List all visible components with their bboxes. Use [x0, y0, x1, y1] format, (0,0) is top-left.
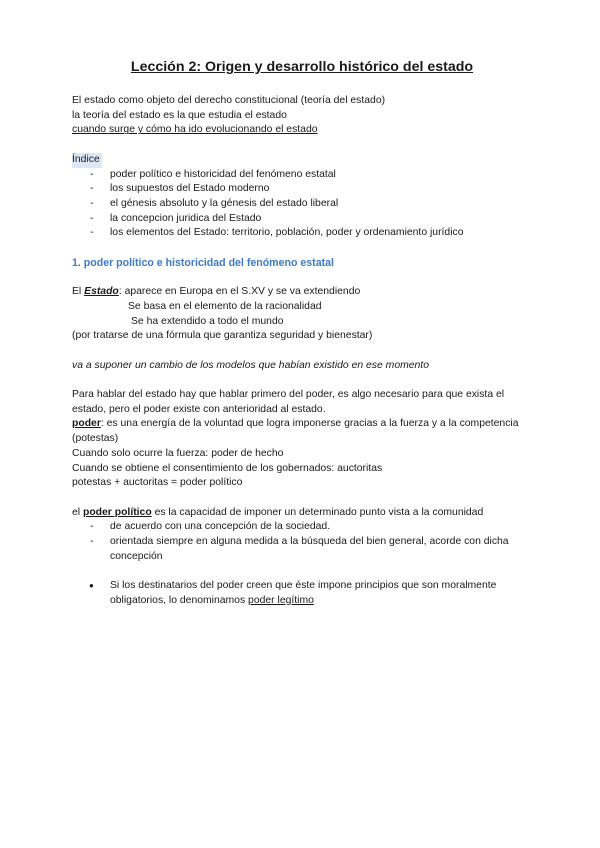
indice-list — [72, 168, 532, 242]
poder-politico-term: poder político — [82, 506, 152, 518]
document-page — [72, 58, 532, 609]
poder-legitimo-term: poder legítimo — [248, 594, 314, 606]
formula-line: (por tratarse de una fórmula que garantiza seguridad y bienestar) — [72, 330, 373, 342]
indice-item: - poder político e historicidad del fenómeno estatal — [72, 168, 532, 183]
indice-label: Índice — [72, 153, 102, 168]
estado-line: El Estado: aparece en Europa en el S.XV y se va extendiendo — [72, 286, 361, 298]
estado-term: Estado — [84, 286, 119, 298]
section-1-heading: 1. poder político e historicidad del fenómeno estatal — [72, 256, 334, 269]
intro-line-1: El estado como objeto del derecho constitucional (teoría del estado) — [72, 95, 386, 106]
poder-paragraph: Para hablar del estado hay que hablar primero del poder, es algo necesario para que exista el estado, pero el poder existe con anterioridad al estado. — [72, 388, 505, 415]
indice-item: - los elementos del Estado: territorio, población, poder y ordenamiento jurídico — [72, 226, 532, 241]
intro-line-2: la teoría del estado es la que estudia el estado — [72, 109, 287, 121]
indice-item: - la concepcion juridica del Estado — [72, 212, 532, 227]
poder-definition: poder: es una energía de la voluntad que logra imponerse gracias a la fuerza y a la competencia (potestas) — [72, 418, 519, 445]
indice-item: - el génesis absoluto y la génesis del estado liberal — [72, 197, 532, 212]
extendido-line: Se ha extendido a todo el mundo — [131, 315, 284, 327]
poder-politico-item: - de acuerdo con una concepción de la sociedad. — [72, 520, 532, 535]
legitimo-list — [72, 579, 532, 608]
potestas-line: potestas + auctoritas = poder político — [72, 477, 243, 489]
consentimiento-line: Cuando se obtiene el consentimiento de los gobernados: auctoritas — [72, 462, 383, 474]
intro-line-3: cuando surge y cómo ha ido evolucionando el estado — [72, 124, 318, 136]
indice-item: - los supuestos del Estado moderno — [72, 182, 532, 197]
racionalidad-line: Se basa en el elemento de la racionalidad — [128, 300, 322, 312]
poder-politico-line: el poder político es la capacidad de imponer un determinado punto vista a la comunidad — [72, 506, 484, 518]
fuerza-line: Cuando solo ocurre la fuerza: poder de hecho — [72, 447, 284, 459]
legitimo-item: ● Si los destinatarios del poder creen que éste impone principios que son moralmente obligatorios, lo denominamos poder legítimo — [72, 579, 532, 608]
poder-politico-list — [72, 520, 532, 564]
page-title: Lección 2: Origen y desarrollo histórico del estado — [130, 59, 474, 75]
italic-line: va a suponer un cambio de los modelos que habían existido en ese momento — [72, 359, 429, 371]
poder-politico-item: - orientada siempre en alguna medida a la búsqueda del bien general, acorde con dicha concepción — [72, 535, 540, 564]
poder-term: poder — [72, 418, 101, 430]
